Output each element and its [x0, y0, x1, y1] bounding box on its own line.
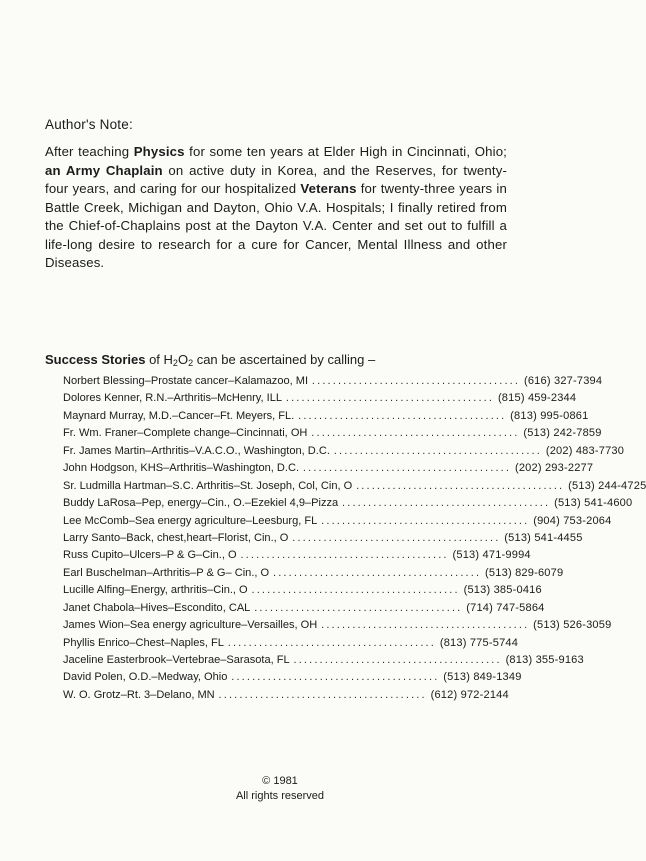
story-phone: (513) 829-6079 [485, 566, 564, 579]
leader-dots: ........................................ [293, 654, 502, 666]
note-bold-army-chaplain: an Army Chaplain [45, 162, 163, 178]
copyright-year: © 1981 [262, 775, 298, 787]
list-item [63, 409, 589, 427]
leader-dots: ........................................ [342, 497, 551, 510]
story-phone: (904) 753-2064 [533, 514, 612, 527]
list-item [63, 619, 612, 636]
list-item [63, 671, 522, 688]
list-item [63, 427, 602, 444]
leader-dots: ........................................ [311, 375, 521, 387]
story-name: Lucille Alfing–Energy, arthritis–Cin., O [63, 584, 248, 597]
h2o2-sub-1: 2 [172, 358, 178, 368]
story-phone: (513) 526-3059 [533, 619, 612, 632]
success-stories-bold: Success Stories [45, 352, 146, 367]
story-name: Dolores Kenner, R.N.–Arthritis–McHenry, ILL [63, 392, 283, 405]
leader-dots: ........................................ [251, 584, 460, 597]
note-text-2: for some ten years at Elder High in Cincinnati, Ohio; [184, 144, 507, 159]
list-item [63, 514, 612, 532]
leader-dots: ........................................ [273, 566, 482, 579]
leader-dots: ........................................ [285, 392, 495, 405]
h2o2-h: H [163, 352, 173, 367]
story-name: Jaceline Easterbrook–Vertebrae–Sarasota, FL [63, 654, 290, 666]
leader-dots: ........................................ [311, 427, 520, 440]
story-phone: (813) 775-5744 [439, 636, 519, 649]
note-text-4: for twenty-three years in Battle Creek, Michigan and Dayton, Ohio V.A. Hospitals; I finally retired from the Chief-of-Chaplains post at the Dayton V.A. Center and set out to fulfill a life-long desire to research for a cure for Cancer, Mental Illness and other Diseases. [45, 181, 507, 270]
story-phone: (616) 327-7394 [523, 375, 603, 387]
success-stories-list [63, 375, 646, 706]
note-text-3: on active duty in Korea, and the Reserves, for twenty-four years, and caring for our hospitalized [45, 162, 507, 196]
leader-dots: ........................................ [356, 479, 565, 492]
story-phone: (202) 483-7730 [545, 444, 625, 457]
leader-dots: ........................................ [227, 636, 436, 649]
story-name: W. O. Grotz–Rt. 3–Delano, MN [63, 688, 215, 701]
story-phone: (513) 849-1349 [443, 671, 522, 684]
success-rest: can be ascertained by calling – [193, 352, 376, 367]
story-name: John Hodgson, KHS–Arthritis–Washington, D.C. [63, 462, 300, 475]
copyright-block [0, 774, 560, 804]
story-phone: (612) 972-2144 [430, 688, 509, 701]
story-phone: (513) 541-4600 [554, 497, 633, 510]
note-bold-physics: Physics [133, 144, 185, 159]
note-bold-veterans: Veterans [300, 181, 357, 196]
list-item [63, 584, 542, 601]
story-phone: (714) 747-5864 [466, 601, 545, 614]
note-text-1: After teaching [45, 144, 134, 159]
story-phone: (513) 385-0416 [463, 584, 542, 597]
story-phone: (813) 355-9163 [505, 654, 584, 666]
story-name: Janet Chabola–Hives–Escondito, CAL [63, 601, 251, 614]
story-name: Lee McComb–Sea energy agriculture–Leesburg, FL [63, 514, 318, 527]
story-name: Fr. James Martin–Arthritis–V.A.C.O., Washington, D.C. [63, 444, 330, 457]
leader-dots: ........................................ [231, 671, 440, 684]
list-item [63, 566, 564, 584]
list-item [63, 497, 633, 514]
story-name: David Polen, O.D.–Medway, Ohio [63, 671, 228, 684]
story-name: Russ Cupito–Ulcers–P & G–Cin., O [63, 549, 237, 562]
success-stories-heading [45, 352, 375, 368]
story-name: James Wion–Sea energy agriculture–Versailles, OH [63, 619, 318, 632]
leader-dots: ........................................ [321, 619, 530, 632]
leader-dots: ........................................ [302, 462, 512, 475]
story-phone: (513) 541-4455 [504, 531, 583, 544]
story-name: Norbert Blessing–Prostate cancer–Kalamazoo, MI [63, 375, 309, 387]
story-phone: (813) 995-0861 [510, 409, 589, 422]
leader-dots: ........................................ [292, 531, 501, 544]
story-name: Buddy LaRosa–Pep, energy–Cin., O.–Ezekiel 4,9–Pizza [63, 497, 339, 510]
list-item [63, 601, 545, 619]
list-item [63, 462, 594, 479]
all-rights-reserved: All rights reserved [235, 790, 325, 802]
story-phone: (815) 459-2344 [497, 392, 577, 405]
success-of: of [145, 352, 164, 367]
leader-dots: ........................................ [218, 688, 427, 701]
story-name: Fr. Wm. Franer–Complete change–Cincinnati, OH [63, 427, 308, 440]
list-item [63, 531, 583, 549]
list-item [63, 549, 531, 566]
leader-dots: ........................................ [240, 549, 449, 562]
story-phone: (202) 293-2277 [514, 462, 594, 475]
leader-dots: ........................................ [333, 444, 542, 457]
story-name: Larry Santo–Back, chest,heart–Florist, Cin., O [63, 531, 289, 544]
story-phone: (513) 244-4725 [568, 479, 646, 492]
story-name: Sr. Ludmilla Hartman–S.C. Arthritis–St. Joseph, Col, Cin, O [63, 479, 353, 492]
h2o2-o: O [177, 352, 189, 367]
authors-note-paragraph [45, 143, 507, 273]
h2o2-sub-2: 2 [188, 358, 194, 368]
authors-note-heading: Author's Note: [45, 117, 133, 132]
list-item [63, 636, 519, 654]
leader-dots: ........................................ [321, 514, 530, 527]
list-item [63, 444, 625, 462]
list-item [63, 654, 584, 671]
story-phone: (513) 471-9994 [452, 549, 531, 562]
story-name: Maynard Murray, M.D.–Cancer–Ft. Meyers, FL. [63, 409, 295, 422]
list-item [63, 688, 509, 706]
leader-dots: ........................................ [254, 601, 463, 614]
list-item [63, 392, 577, 409]
story-name: Phyllis Enrico–Chest–Naples, FL [63, 636, 224, 649]
story-name: Earl Buschelman–Arthritis–P & G– Cin., O [63, 566, 270, 579]
story-phone: (513) 242-7859 [523, 427, 602, 440]
leader-dots: ........................................ [298, 409, 507, 422]
list-item [63, 375, 603, 392]
list-item [63, 479, 646, 497]
